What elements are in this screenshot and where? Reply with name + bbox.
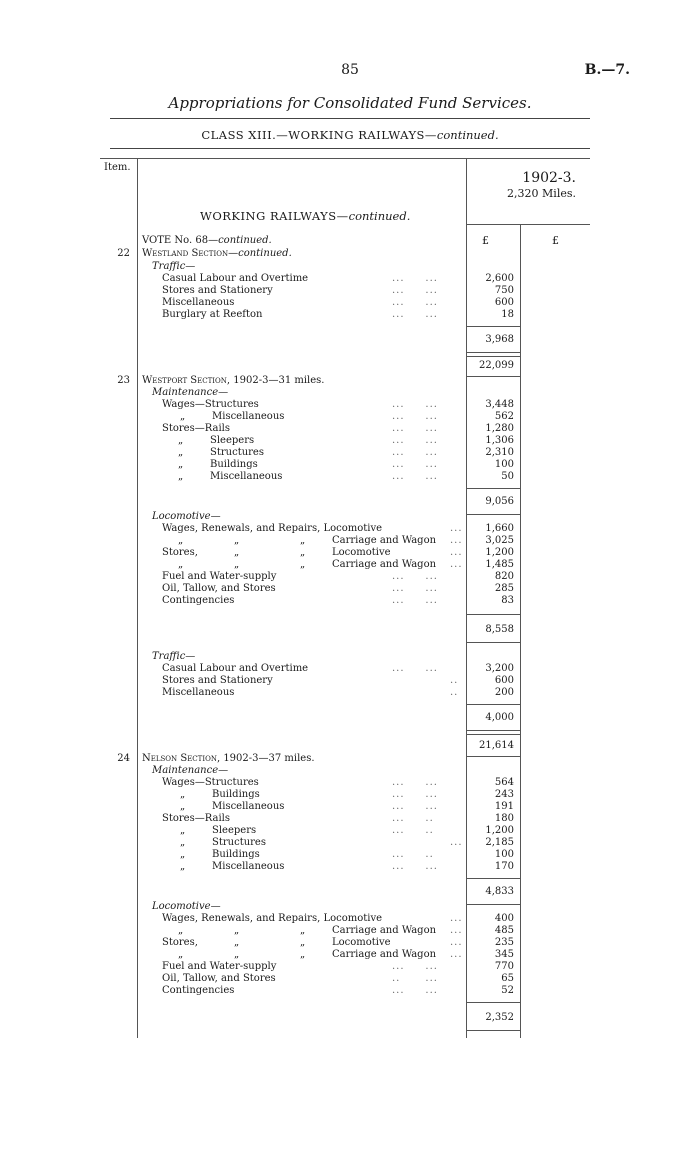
section-title [200,209,410,223]
item-number: 23 [117,375,130,386]
table-row [0,470,700,483]
subtotal-rule [466,326,520,327]
leader-dots: ... ... [392,447,438,458]
ditto-mark: „ [234,547,240,558]
row-label: Buildings [210,459,258,470]
westport-maintenance-subtotal: 9,056 [485,496,514,507]
class-rule [110,148,590,149]
row-amount: 345 [494,949,514,960]
section-heading-continued: continued. [238,248,292,259]
leader-dots: ... ... [392,985,438,996]
leader-dots: .. ... [392,973,438,984]
class-heading-text: CLASS XIII.—WORKING RAILWAYS— [201,128,437,142]
westport-traffic-subtotal: 4,000 [485,712,514,723]
leader-dots: ... ... [392,411,438,422]
section-heading-rest: 1902-3—37 miles. [220,753,315,764]
subhead-maintenance: Maintenance— [152,765,229,776]
row-label: Stores and Stationery [162,675,273,686]
leader-dots: .. [450,675,459,686]
row-label: Miscellaneous [210,471,283,482]
row-label: Sleepers [212,825,257,836]
leader-dots: ... ... [392,801,438,812]
row-label: Stores and Stationery [162,285,273,296]
ditto-mark: „ [178,559,184,570]
row-label: Miscellaneous [162,297,235,308]
row-amount: 170 [494,861,514,872]
year-column-header: 1902-3. [522,170,576,186]
row-label: Stores, [162,937,198,948]
vote-heading-text: VOTE No. 68— [142,235,219,246]
westland-heading-row [0,247,700,260]
class-heading-continued: continued. [436,128,499,142]
table-row [0,686,700,699]
ditto-mark: „ [300,535,306,546]
row-amount: 562 [494,411,514,422]
row-label: Carriage and Wagon [332,949,437,960]
row-label: Wages—Structures [162,777,259,788]
row-amount: 564 [494,777,514,788]
ditto-mark: „ [234,949,240,960]
subtotal-rule [466,1002,520,1003]
row-label: Oil, Tallow, and Stores [162,583,276,594]
row-label: Burglary at Reefton [162,309,263,320]
leader-dots: ... [450,523,463,534]
ditto-mark: „ [300,559,306,570]
subtotal-rule [466,488,520,489]
item-number: 24 [117,753,130,764]
pound-sign-column-2: £ [552,234,559,247]
row-label: Wages—Structures [162,399,259,410]
leader-dots: ... ... [392,789,438,800]
ditto-mark: „ [178,535,184,546]
row-amount: 3,025 [485,535,514,546]
westport-locomotive-subtotal: 8,558 [485,624,514,635]
subhead-traffic: Traffic— [152,261,196,272]
ditto-mark: „ [180,861,186,872]
subtotal-rule [466,614,520,615]
item-number: 22 [117,248,130,259]
leader-dots: ... ... [392,571,438,582]
ditto-mark: „ [300,925,306,936]
section-heading-rest: 1902-3—31 miles. [230,375,325,386]
row-amount: 50 [501,471,514,482]
ditto-mark: „ [178,459,184,470]
ditto-mark: „ [180,837,186,848]
row-label: Casual Labour and Overtime [162,663,309,674]
leader-dots: ... .. [392,825,434,836]
row-amount: 243 [494,789,514,800]
row-label: Contingencies [162,985,235,996]
section-heading-name: Westland Section— [142,248,239,259]
leader-dots: .. [450,687,459,698]
leader-dots: ... .. [392,813,434,824]
pound-sign-column-1: £ [482,234,489,247]
westland-traffic-subtotal: 3,968 [485,334,514,345]
leader-dots: ... [450,949,463,960]
ditto-mark: „ [178,949,184,960]
leader-dots: ... .. [392,849,434,860]
ditto-mark: „ [300,937,306,948]
row-label: Wages, Renewals, and Repairs, Locomotive [162,523,383,534]
leader-dots: ... ... [392,961,438,972]
row-amount: 1,306 [485,435,514,446]
subhead-locomotive: Locomotive— [152,511,221,522]
item-column-header: Item. [104,162,131,173]
ditto-mark: „ [180,849,186,860]
row-label: Casual Labour and Overtime [162,273,309,284]
ditto-mark: „ [300,547,306,558]
row-label: Wages, Renewals, and Repairs, Locomotive [162,913,383,924]
row-label: Miscellaneous [212,411,285,422]
westport-section-total: 21,614 [479,740,514,751]
row-label: Carriage and Wagon [332,925,437,936]
row-amount: 100 [494,849,514,860]
ditto-mark: „ [178,471,184,482]
row-amount: 2,185 [485,837,514,848]
miles-column-header: 2,320 Miles. [507,187,576,200]
vote-heading [142,234,272,247]
row-amount: 1,485 [485,559,514,570]
leader-dots: ... ... [392,273,438,284]
subtotal-rule [466,352,520,353]
row-amount: 1,660 [485,523,514,534]
page-number: 85 [341,62,359,78]
row-amount: 400 [494,913,514,924]
leader-dots: ... ... [392,435,438,446]
ditto-mark: „ [300,949,306,960]
leader-dots: ... ... [392,285,438,296]
section-heading [142,247,292,260]
section-heading-name: Nelson Section, [142,753,221,764]
row-label: Fuel and Water-supply [162,571,277,582]
ditto-mark: „ [178,925,184,936]
leader-dots: ... ... [392,583,438,594]
leader-dots: ... ... [392,663,438,674]
section-heading-name: Westport Section, [142,375,231,386]
leader-dots: ... ... [392,471,438,482]
leader-dots: ... [450,937,463,948]
row-amount: 52 [501,985,514,996]
row-label: Miscellaneous [162,687,235,698]
row-label: Structures [212,837,266,848]
row-amount: 820 [494,571,514,582]
row-amount: 3,448 [485,399,514,410]
ditto-mark: „ [180,411,186,422]
ditto-mark: „ [178,435,184,446]
row-amount: 200 [494,687,514,698]
total-rule [466,734,520,735]
document-reference: B.—7. [584,62,630,78]
subhead-traffic: Traffic— [152,651,196,662]
subtotal-rule [466,1030,520,1031]
row-sublabel: Locomotive [332,937,391,948]
row-amount: 750 [494,285,514,296]
row-label: Structures [210,447,264,458]
ditto-mark: „ [234,535,240,546]
section-title-text: WORKING RAILWAYS— [200,209,349,223]
subtotal-rule [466,704,520,705]
row-amount: 2,310 [485,447,514,458]
row-amount: 1,280 [485,423,514,434]
table-row [0,594,700,607]
class-heading [110,128,590,142]
row-amount: 191 [494,801,514,812]
leader-dots: ... ... [392,309,438,320]
section-title-continued: continued. [348,209,411,223]
leader-dots: ... [450,535,463,546]
ditto-mark: „ [234,925,240,936]
row-label: Carriage and Wagon [332,559,437,570]
leader-dots: ... [450,837,463,848]
row-label: Oil, Tallow, and Stores [162,973,276,984]
title-rule [110,118,590,119]
row-label: Stores—Rails [162,423,230,434]
table-row [0,308,700,321]
leader-dots: ... ... [392,297,438,308]
row-amount: 83 [501,595,514,606]
row-label: Sleepers [210,435,255,446]
row-amount: 3,200 [485,663,514,674]
row-label: Carriage and Wagon [332,535,437,546]
leader-dots: ... [450,913,463,924]
row-amount: 1,200 [485,547,514,558]
vote-heading-row [0,234,700,247]
total-rule [466,356,520,357]
row-amount: 180 [494,813,514,824]
ditto-mark: „ [180,825,186,836]
row-amount: 1,200 [485,825,514,836]
ditto-mark: „ [180,801,186,812]
row-label: Miscellaneous [212,861,285,872]
leader-dots: ... ... [392,595,438,606]
row-amount: 485 [494,925,514,936]
row-sublabel: Locomotive [332,547,391,558]
row-label: Fuel and Water-supply [162,961,277,972]
leader-dots: ... [450,925,463,936]
leader-dots: ... ... [392,459,438,470]
leader-dots: ... ... [392,861,438,872]
leader-dots: ... ... [392,777,438,788]
leader-dots: ... [450,559,463,570]
subtotal-rule [466,730,520,731]
leader-dots: ... ... [392,423,438,434]
row-amount: 770 [494,961,514,972]
page-title: Appropriations for Consolidated Fund Services. [168,94,532,112]
leader-dots: ... [450,547,463,558]
vote-heading-continued: continued. [218,235,272,246]
ditto-mark: „ [180,789,186,800]
row-amount: 65 [501,973,514,984]
subhead-maintenance: Maintenance— [152,387,229,398]
nelson-maintenance-subtotal: 4,833 [485,886,514,897]
ditto-mark: „ [178,447,184,458]
westland-section-total: 22,099 [479,360,514,371]
row-amount: 2,600 [485,273,514,284]
nelson-locomotive-subtotal: 2,352 [485,1012,514,1023]
row-label: Miscellaneous [212,801,285,812]
row-amount: 100 [494,459,514,470]
subhead-locomotive: Locomotive— [152,901,221,912]
ditto-mark: „ [234,559,240,570]
ditto-mark: „ [234,937,240,948]
leader-dots: ... ... [392,399,438,410]
row-amount: 600 [494,297,514,308]
row-label: Stores—Rails [162,813,230,824]
column-header-rule [466,224,590,225]
row-amount: 235 [494,937,514,948]
row-label: Stores, [162,547,198,558]
table-top-rule [100,158,590,159]
row-amount: 18 [501,309,514,320]
subtotal-rule [466,878,520,879]
row-label: Contingencies [162,595,235,606]
table-row [0,860,700,873]
row-label: Buildings [212,849,260,860]
row-label: Buildings [212,789,260,800]
table-row [0,984,700,997]
subtotal-rule [466,642,520,643]
row-amount: 285 [494,583,514,594]
row-amount: 600 [494,675,514,686]
